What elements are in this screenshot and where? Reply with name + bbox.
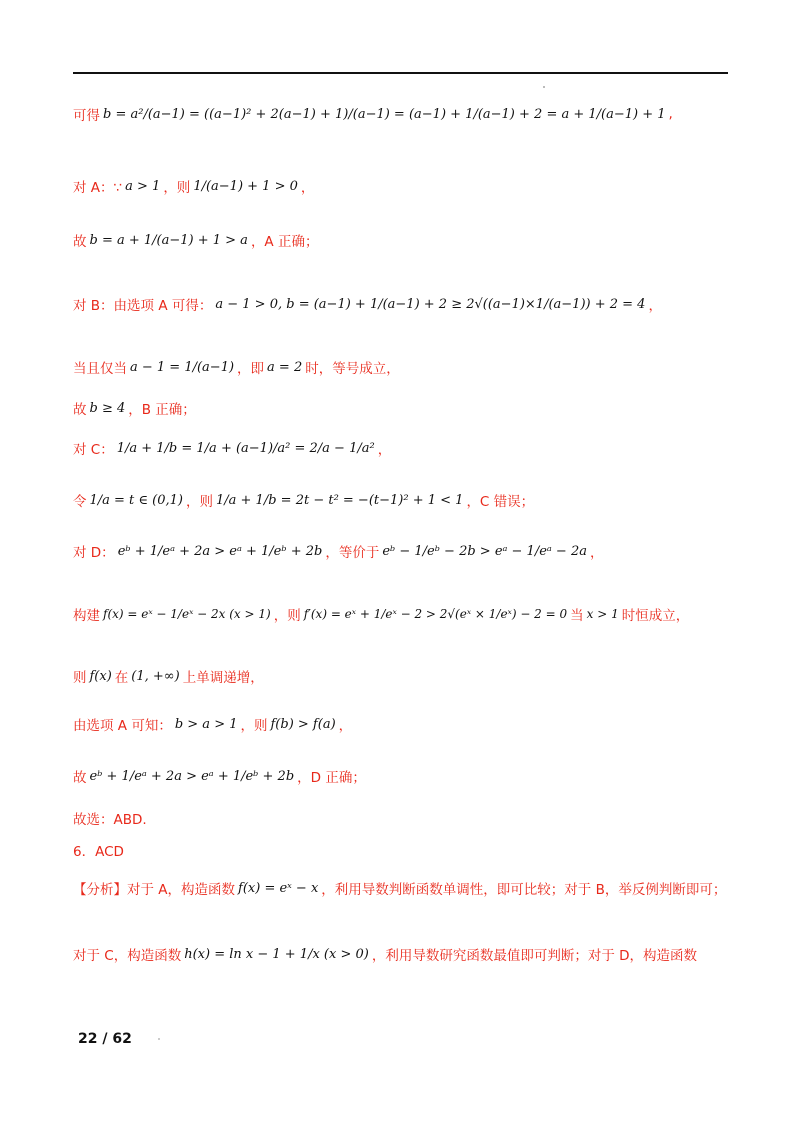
page-number: 22 / 62 [78, 1031, 132, 1047]
line-14 [73, 808, 147, 828]
text: ，B 正确； [128, 402, 196, 418]
line-7 [73, 438, 391, 458]
text: 在 [114, 670, 129, 686]
text: ，C 错误； [466, 494, 535, 510]
line-10 [73, 604, 689, 624]
formula: a − 1 > 0, b = (a−1) + 1/(a−1) + 2 ≥ 2√((a−1)×1/(a−1)) + 2 = 4 [215, 296, 646, 312]
text: ， [589, 545, 604, 561]
formula: x > 1 [586, 607, 619, 621]
formula: a > 1 [125, 178, 161, 194]
line-2 [73, 176, 314, 196]
line-5 [73, 357, 400, 377]
formula: h(x) = ln x − 1 + 1/x (x > 0) [184, 946, 369, 962]
formula: (1, +∞) [131, 668, 180, 684]
text: 由选项 A 可知： [73, 718, 172, 734]
line-1 [73, 104, 673, 124]
formula: f(x) = eˣ − x [238, 880, 319, 896]
formula: 1/a + 1/b = 1/a + (a−1)/a² = 2/a − 1/a² [116, 440, 375, 456]
text: 令 [73, 494, 87, 510]
text: ， [648, 298, 662, 314]
text: 时，等号成立， [305, 361, 400, 377]
header-rule [73, 72, 728, 74]
line-13 [73, 766, 366, 786]
formula: eᵇ + 1/eᵃ + 2a > eᵃ + 1/eᵇ + 2b [117, 543, 323, 559]
answer-text: 故选：ABD. [73, 812, 147, 828]
line-3 [73, 230, 318, 250]
text: ，则 [163, 180, 191, 196]
text: ，即 [237, 361, 265, 377]
line-9 [73, 541, 603, 561]
formula: f(x) = eˣ − 1/eˣ − 2x (x > 1) [103, 607, 271, 621]
formula: b = a + 1/(a−1) + 1 > a [89, 232, 248, 248]
line-6 [73, 398, 196, 418]
line-12 [73, 714, 352, 734]
formula: a − 1 = 1/(a−1) [130, 359, 235, 375]
text: 当 [570, 608, 584, 624]
text: 对 B：由选项 A 可得： [73, 298, 213, 314]
formula: f(x) [89, 668, 112, 684]
line-17 [73, 944, 697, 964]
text: 当且仅当 [73, 361, 127, 377]
text: 构建 [73, 608, 100, 624]
text: ，则 [186, 494, 213, 510]
speck [158, 1038, 160, 1040]
formula: eᵇ − 1/eᵇ − 2b > eᵃ − 1/eᵃ − 2a [382, 543, 587, 559]
line-15 [73, 840, 124, 860]
text: 对 C： [73, 442, 114, 458]
question-answer: 6．ACD [73, 844, 124, 860]
text: 则 [73, 670, 87, 686]
formula: b ≥ 4 [89, 400, 126, 416]
speck [543, 86, 545, 88]
text: ， [338, 718, 353, 734]
text: 时恒成立， [621, 608, 690, 624]
text: 故 [73, 234, 87, 250]
text: 可得 [73, 108, 100, 124]
text: 【分析】对于 A，构造函数 [73, 882, 236, 898]
formula: b > a > 1 [174, 716, 238, 732]
text: ，利用导数研究函数最值即可判断；对于 D，构造函数 [371, 948, 698, 964]
formula: 1/a + 1/b = 2t − t² = −(t−1)² + 1 < 1 [216, 492, 464, 508]
formula: f′(x) = eˣ + 1/eˣ − 2 > 2√(eˣ × 1/eˣ) − 2 = 0 [303, 607, 568, 621]
text: ， [377, 442, 392, 458]
text: , [668, 106, 673, 122]
text: 对于 C，构造函数 [73, 948, 182, 964]
text: 故 [73, 770, 87, 786]
text: ，则 [240, 718, 268, 734]
text: ，则 [273, 608, 301, 624]
text: ，等价于 [325, 545, 380, 561]
text: ， [300, 180, 315, 196]
formula: 1/(a−1) + 1 > 0 [193, 178, 298, 194]
formula: 1/a = t ∈ (0,1) [89, 492, 183, 508]
text: 对 A：∵ [73, 180, 123, 196]
formula: f(b) > f(a) [270, 716, 336, 732]
formula: a = 2 [267, 359, 303, 375]
line-11 [73, 666, 264, 686]
text: 故 [73, 402, 87, 418]
text: ，D 正确； [297, 770, 366, 786]
line-16 [73, 878, 726, 898]
text: ，利用导数判断函数单调性，即可比较；对于 B，举反例判断即可； [321, 882, 727, 898]
formula: b = a²/(a−1) = ((a−1)² + 2(a−1) + 1)/(a−1) = (a−1) + 1/(a−1) + 2 = a + 1/(a−1) + 1 [103, 106, 666, 122]
formula: eᵇ + 1/eᵃ + 2a > eᵃ + 1/eᵇ + 2b [89, 768, 295, 784]
line-8 [73, 490, 534, 510]
text: 上单调递增， [182, 670, 264, 686]
text: 对 D： [73, 545, 115, 561]
text: ，A 正确； [250, 234, 319, 250]
line-4 [73, 294, 662, 314]
